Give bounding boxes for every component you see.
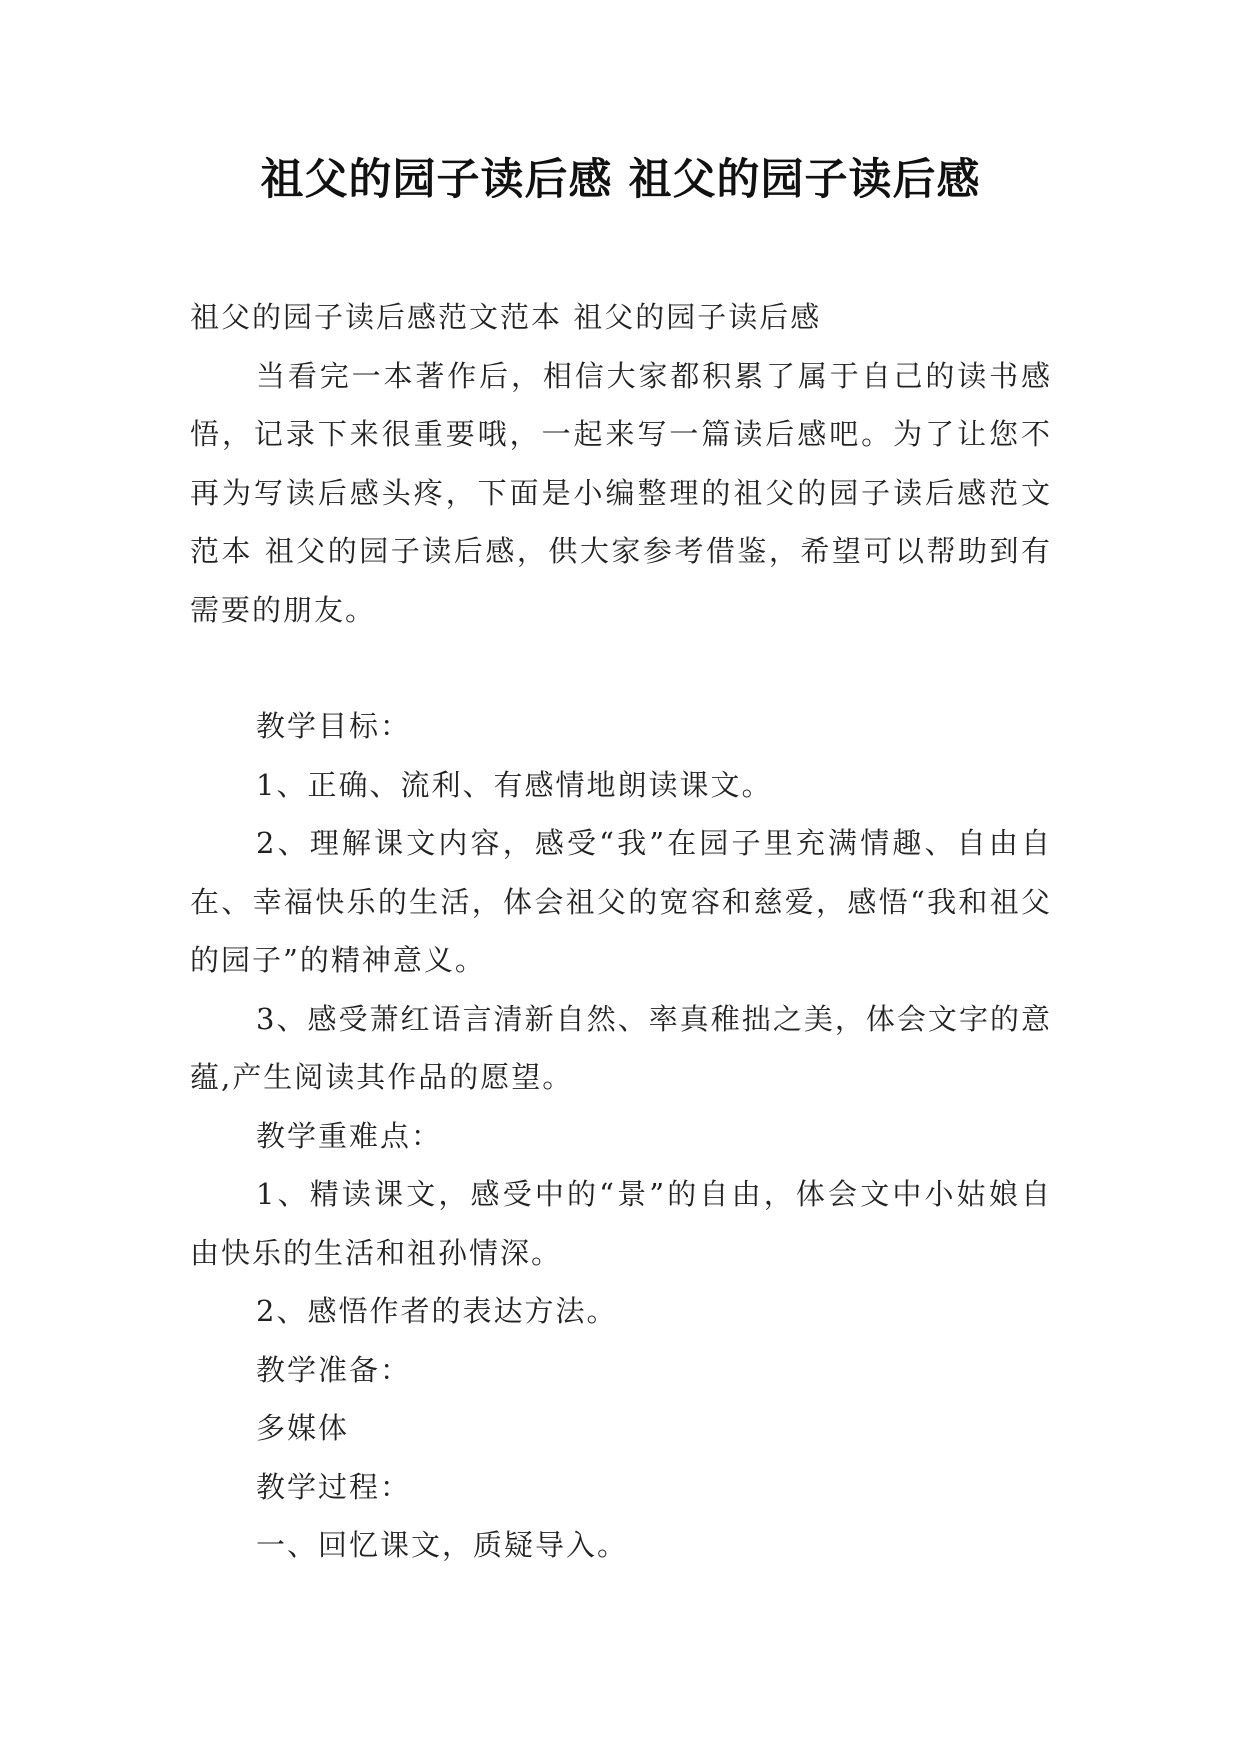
paragraph-goal-3: 3、感受萧红语言清新自然、率真稚拙之美，体会文字的意蕴,产生阅读其作品的愿望。 — [190, 1001, 1052, 1094]
paragraph-process-step-1: 一、回忆课文，质疑导入。 — [256, 1528, 629, 1562]
paragraph-goal-1: 1、正确、流利、有感情地朗读课文。 — [256, 767, 773, 802]
paragraph-teaching-goals-heading: 教学目标： — [256, 709, 412, 743]
paragraph-key-points-heading: 教学重难点： — [256, 1118, 443, 1153]
paragraph-key-point-2: 2、感悟作者的表达方法。 — [256, 1294, 618, 1328]
paragraph-preparation-heading: 教学准备： — [256, 1352, 412, 1387]
paragraph-key-point-1: 1、精读课文，感受中的“景”的自由，体会文中小姑娘自由快乐的生活和祖孙情深。 — [190, 1177, 1052, 1270]
paragraph-goal-2: 2、理解课文内容，感受“我”在园子里充满情趣、自由自在、幸福快乐的生活，体会祖父的宽容和慈爱，感悟“我和祖父的园子”的精神意义。 — [190, 826, 1052, 977]
paragraph-process-heading: 教学过程： — [256, 1469, 412, 1504]
intro-paragraph: 当看完一本著作后，相信大家都积累了属于自己的读书感悟，记录下来很重要哦，一起来写一篇读后感吧。为了让您不再为写读后感头疼，下面是小编整理的祖父的园子读后感范文范本 祖父的园子读后感，供大家参考借鉴，希望可以帮助到有需要的朋友。 — [190, 358, 1052, 627]
paragraph-gap — [190, 639, 1052, 697]
paragraph-preparation-item: 多媒体 — [256, 1411, 350, 1445]
document-body — [190, 288, 1052, 1575]
document-title: 祖父的园子读后感 祖父的园子读后感 — [260, 155, 981, 205]
subtitle-line: 祖父的园子读后感范文范本 祖父的园子读后感 — [190, 300, 822, 334]
